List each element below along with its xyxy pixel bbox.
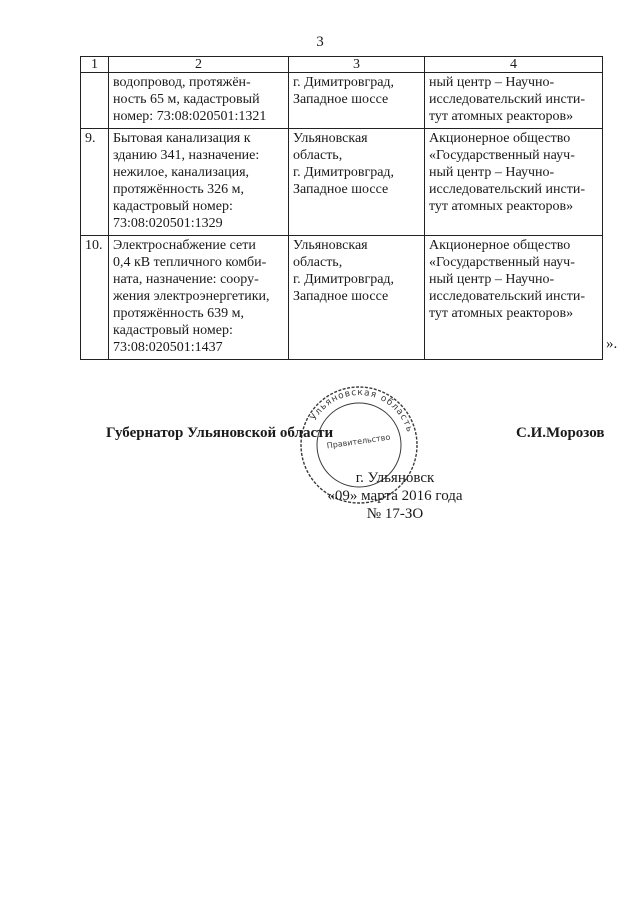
table-header-row: [81, 57, 603, 73]
closing-quote-mark: ».: [606, 336, 618, 352]
object-location: Ульяновская область, г. Димитровград, Западное шоссе: [289, 236, 425, 360]
object-owner: ный центр – Научно- исследовательский инсти- тут атомных реакторов»: [425, 73, 603, 129]
seal-outer-text: Ульяновская область: [309, 387, 415, 435]
row-number: 9.: [81, 129, 109, 236]
object-owner: Акционерное общество «Государственный науч- ный центр – Научно- исследовательский инсти- тут атомных реакторов»: [425, 129, 603, 236]
issue-city: г. Ульяновск: [355, 470, 435, 486]
issue-date: «09» марта 2016 года: [327, 488, 463, 504]
page-number: 3: [316, 34, 324, 50]
row-number: [81, 73, 109, 129]
table-row: [81, 129, 603, 236]
column-header: 1: [81, 57, 109, 73]
object-description: Электроснабжение сети 0,4 кВ тепличного комби- ната, назначение: соору- жения электроэнергетики, протяжённость 639 м, кадастровый номер: 73:08:020501:1437: [109, 236, 289, 360]
signatory-name: С.И.Морозов: [516, 425, 605, 441]
issue-details: [300, 469, 490, 523]
property-table: [80, 56, 603, 360]
column-header: 3: [289, 57, 425, 73]
seal-inner-text: Правительство: [326, 432, 391, 451]
issue-number: № 17-ЗО: [366, 506, 424, 522]
column-header: 2: [109, 57, 289, 73]
object-location: Ульяновская область, г. Димитровград, Западное шоссе: [289, 129, 425, 236]
signatory-title: Губернатор Ульяновской области: [106, 425, 334, 441]
row-number: 10.: [81, 236, 109, 360]
object-owner: Акционерное общество «Государственный науч- ный центр – Научно- исследовательский инсти- тут атомных реакторов»: [425, 236, 603, 360]
object-description: Бытовая канализация к зданию 341, назначение: нежилое, канализация, протяжённость 326 м, кадастровый номер: 73:08:020501:1329: [109, 129, 289, 236]
object-location: г. Димитровград, Западное шоссе: [289, 73, 425, 129]
column-header: 4: [425, 57, 603, 73]
table-row: [81, 73, 603, 129]
table-row: [81, 236, 603, 360]
object-description: водопровод, протяжён- ность 65 м, кадастровый номер: 73:08:020501:1321: [109, 73, 289, 129]
